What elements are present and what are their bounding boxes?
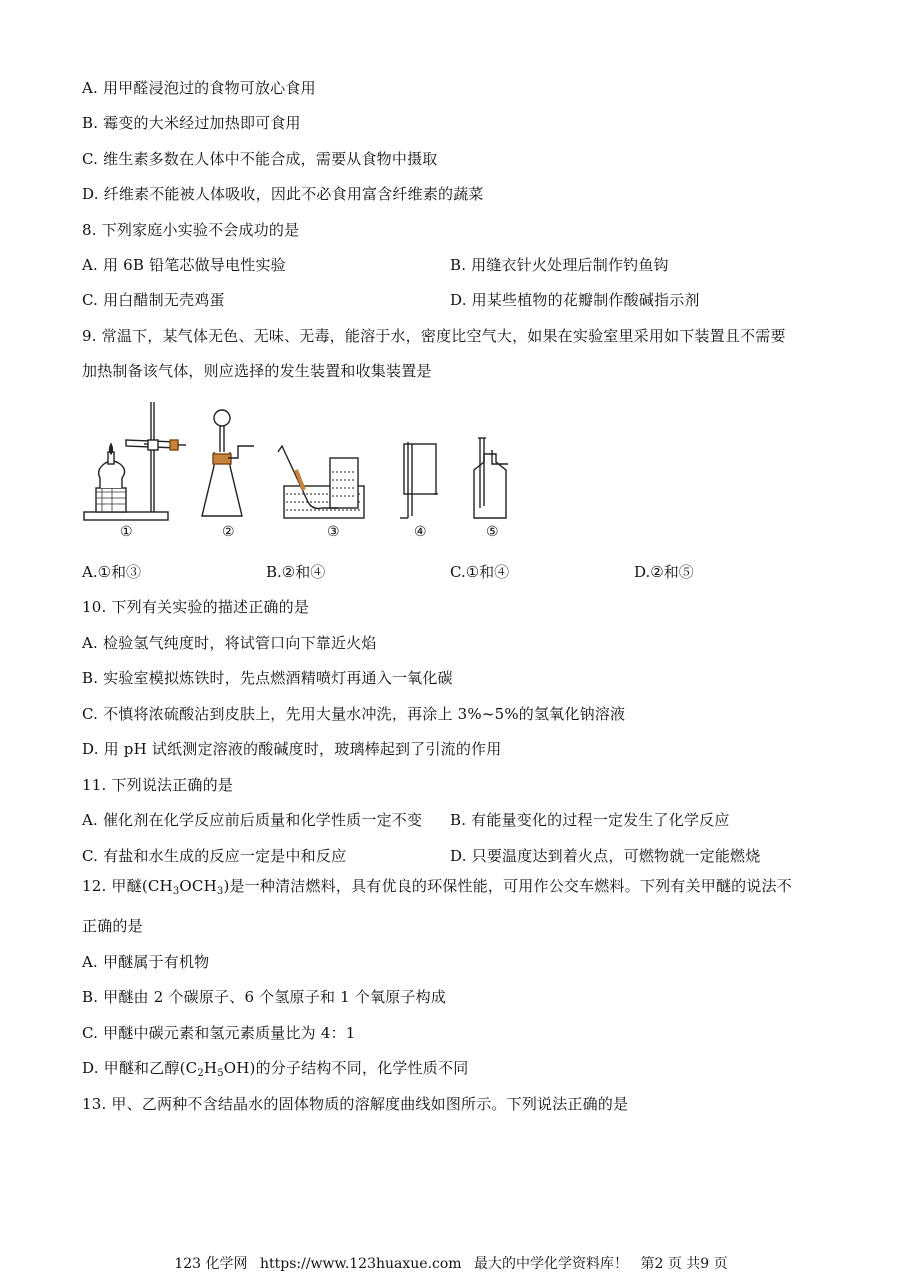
q7-option-b: B. 霉变的大米经过加热即可食用 (82, 114, 301, 132)
q11-option-a: A. 催化剂在化学反应前后质量和化学性质一定不变 (82, 811, 423, 829)
figure-label-4: ④ (414, 524, 427, 540)
apparatus-3-water-displacement (278, 446, 364, 518)
apparatus-4-downward-tube (400, 442, 438, 518)
footer-site: 123 化学网 (174, 1256, 248, 1272)
q12-option-a: A. 甲醚属于有机物 (82, 953, 210, 971)
apparatus-2-conical-flask (202, 410, 254, 516)
q12-stem-post: )是一种清洁燃料，具有优良的环保性能，可用作公交车燃料。下列有关甲醚的说法不 (223, 877, 792, 895)
figure-label-5: ⑤ (486, 524, 499, 540)
q9-stem-line2: 加热制备该气体，则应选择的发生装置和收集装置是 (82, 362, 432, 380)
figure-label-3: ③ (327, 524, 340, 540)
q8-stem: 8. 下列家庭小实验不会成功的是 (82, 221, 300, 239)
q7-option-d: D. 纤维素不能被人体吸收，因此不必食用富含纤维素的蔬菜 (82, 185, 484, 203)
q10-option-a: A. 检验氢气纯度时，将试管口向下靠近火焰 (82, 634, 377, 652)
q10-option-c: C. 不慎将浓硫酸沾到皮肤上，先用大量水冲洗，再涂上 3%~5%的氢氧化钠溶液 (82, 705, 626, 723)
q8-option-a: A. 用 6B 铅笔芯做导电性实验 (82, 256, 286, 274)
apparatus-figure (82, 398, 522, 524)
q11-stem: 11. 下列说法正确的是 (82, 776, 234, 794)
q10-stem: 10. 下列有关实验的描述正确的是 (82, 598, 310, 616)
q12-stem-mid: OCH (179, 877, 217, 895)
q11-option-d: D. 只要温度达到着火点，可燃物就一定能燃烧 (450, 847, 761, 865)
q10-option-d: D. 用 pH 试纸测定溶液的酸碱度时，玻璃棒起到了引流的作用 (82, 740, 502, 758)
q13-stem: 13. 甲、乙两种不含结晶水的固体物质的溶解度曲线如图所示。下列说法正确的是 (82, 1095, 629, 1113)
q12d-sub-1: 2 (197, 1068, 204, 1079)
q11-option-b: B. 有能量变化的过程一定发生了化学反应 (450, 811, 730, 829)
q12-stem-pre: 12. 甲醚(CH (82, 877, 173, 895)
q12-stem-line2: 正确的是 (82, 917, 143, 935)
apparatus-1-heating-setup (84, 402, 186, 520)
q12-sub-2: 3 (216, 886, 224, 897)
q12d-sub-2: 5 (217, 1068, 224, 1079)
q12-option-d (82, 1058, 468, 1078)
q7-option-c: C. 维生素多数在人体中不能合成，需要从食物中摄取 (82, 150, 438, 168)
page-footer (0, 1255, 902, 1273)
q7-option-a: A. 用甲醛浸泡过的食物可放心食用 (82, 79, 316, 97)
q9-stem-line1: 9. 常温下，某气体无色、无味、无毒，能溶于水，密度比空气大，如果在实验室里采用如下装置且不需要 (82, 327, 786, 345)
q8-option-d: D. 用某些植物的花瓣制作酸碱指示剂 (450, 291, 700, 309)
footer-slogan: 最大的中学化学资料库！ (474, 1256, 629, 1272)
q12d-post: OH)的分子结构不同，化学性质不同 (223, 1059, 469, 1077)
footer-page-number: 第2 页 共9 页 (640, 1256, 728, 1272)
q9-option-d: D.②和⑤ (634, 563, 694, 581)
q12-sub-1: 3 (172, 886, 180, 897)
q9-option-a: A.①和③ (82, 563, 142, 581)
figure-label-2: ② (222, 524, 235, 540)
footer-url[interactable]: https://www.123huaxue.com (259, 1256, 462, 1272)
q8-option-c: C. 用白醋制无壳鸡蛋 (82, 291, 225, 309)
q12-option-b: B. 甲醚由 2 个碳原子、6 个氢原子和 1 个氧原子构成 (82, 988, 447, 1006)
q9-option-c: C.①和④ (450, 563, 510, 581)
q12d-mid: H (203, 1059, 218, 1077)
q8-option-b: B. 用缝衣针火处理后制作钓鱼钩 (450, 256, 669, 274)
q12-stem-line1 (82, 876, 792, 896)
q10-option-b: B. 实验室模拟炼铁时，先点燃酒精喷灯再通入一氧化碳 (82, 669, 453, 687)
figure-label-1: ① (120, 524, 133, 540)
q11-option-c: C. 有盐和水生成的反应一定是中和反应 (82, 847, 347, 865)
q12-option-c: C. 甲醚中碳元素和氢元素质量比为 4：1 (82, 1024, 356, 1042)
q12d-pre: D. 甲醚和乙醇(C (82, 1059, 198, 1077)
apparatus-5-gas-bottle (474, 438, 508, 518)
q9-option-b: B.②和④ (266, 563, 326, 581)
